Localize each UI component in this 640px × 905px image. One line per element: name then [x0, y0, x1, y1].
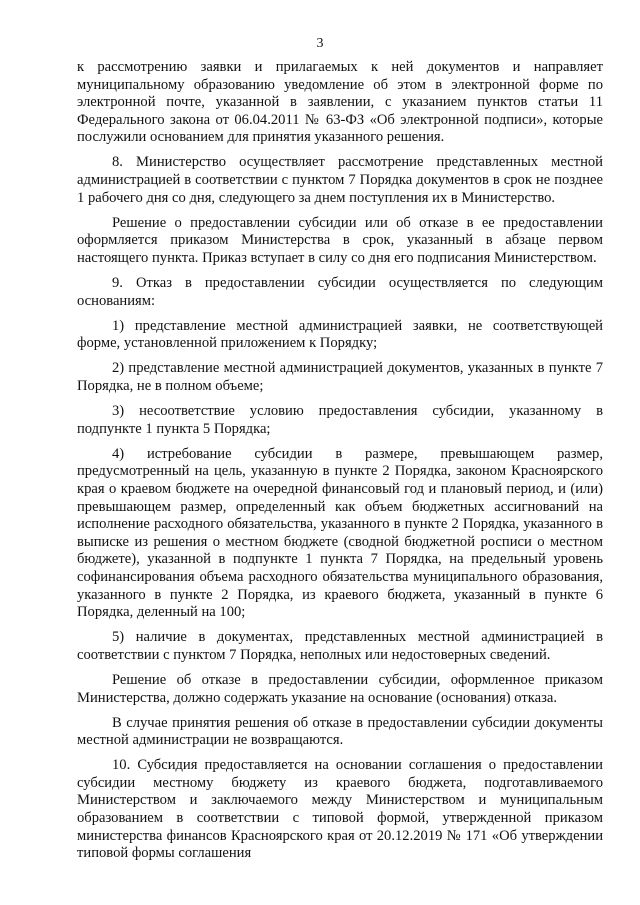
paragraph-continuation: к рассмотрению заявки и прилагаемых к ней документов и направляет муниципальному образованию уведомление об этом в электронной форме по электронной почте, указанной в заявлении, с указанием пунктов статьи 11 Федерального закона от 06.04.2011 № 63-ФЗ «Об электронной подписи», которые послужили основанием для принятия указанного решения.	[77, 59, 603, 146]
paragraph-ground-4: 4) истребование субсидии в размере, превышающем размер, предусмотренный на цель, указанную в пункте 2 Порядка, законом Красноярского края о краевом бюджете на очередной финансовый год и плановый период, и (или) превышающем размер, определенный как объем бюджетных ассигнований на исполнение расходного обязательства, указанного в пункте 2 Порядка, указанного в выписке из решения о местном бюджете (сводной бюджетной росписи о местном бюджете), указанной в подпункте 1 пункта 7 Порядка, на предельный уровень софинансирования объема расходного обязательства муниципального образования, указанного в пункте 2 Порядка, из краевого бюджета, указанный в пункте 6 Порядка, деленный на 100;	[77, 445, 603, 621]
paragraph-item-10: 10. Субсидия предоставляется на основании соглашения о предоставлении субсидии местному бюджету из краевого бюджета, подготавливаемого Министерством и заключаемого между Министерством и муниципальным образованием в соответствии с типовой формой, утвержденной приказом министерства финансов Красноярского края от 20.12.2019 № 171 «Об утверждении типовой формы соглашения	[77, 757, 603, 862]
paragraph-refusal-order: Решение об отказе в предоставлении субсидии, оформленное приказом Министерства, должно содержать указание на основание (основания) отказа.	[77, 671, 603, 706]
paragraph-ground-3: 3) несоответствие условию предоставления субсидии, указанному в подпункте 1 пункта 5 Порядка;	[77, 403, 603, 437]
paragraph-documents-not-returned: В случае принятия решения об отказе в предоставлении субсидии документы местной администрации не возвращаются.	[77, 714, 603, 749]
paragraph-item-8: 8. Министерство осуществляет рассмотрение представленных местной администрацией в соответствии с пунктом 7 Порядка документов в срок не позднее 1 рабочего дня со дня, следующего за днем поступления их в Министерство.	[77, 154, 603, 206]
paragraph-ground-2: 2) представление местной администрацией документов, указанных в пункте 7 Порядка, не в полном объеме;	[77, 360, 603, 394]
paragraph-decision: Решение о предоставлении субсидии или об отказе в ее предоставлении оформляется приказом Министерства в срок, указанный в абзаце первом настоящего пункта. Приказ вступает в силу со дня его подписания Министерством.	[77, 214, 603, 266]
page-number: 3	[316, 36, 324, 51]
document-body	[77, 59, 603, 870]
paragraph-ground-5: 5) наличие в документах, представленных местной администрацией в соответствии с пунктом 7 Порядка, неполных или недостоверных сведений.	[77, 629, 603, 663]
paragraph-item-9: 9. Отказ в предоставлении субсидии осуществляется по следующим основаниям:	[77, 275, 603, 309]
paragraph-ground-1: 1) представление местной администрацией заявки, не соответствующей форме, установленной приложением к Порядку;	[77, 317, 603, 352]
